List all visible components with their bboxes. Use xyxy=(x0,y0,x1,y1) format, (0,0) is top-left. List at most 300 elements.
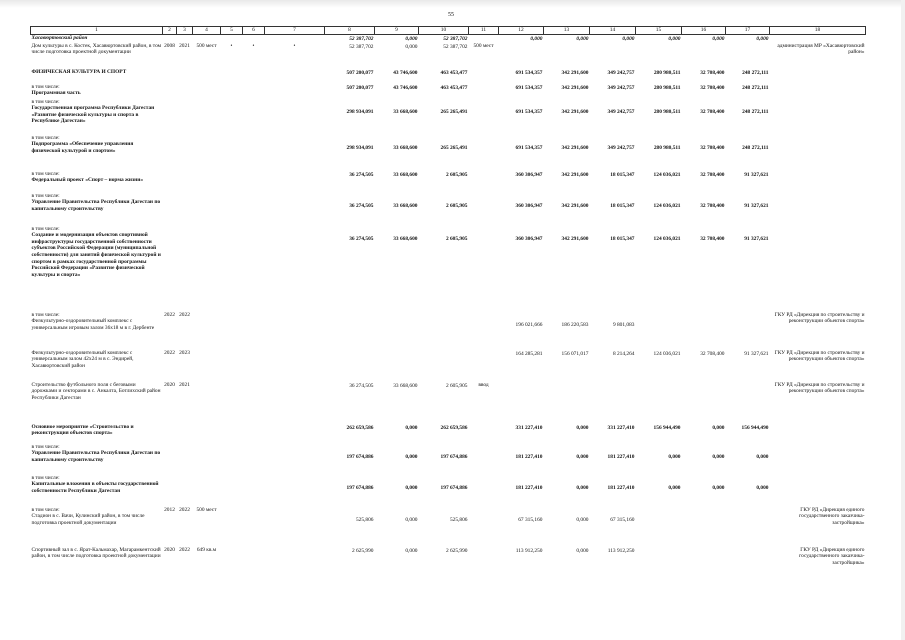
table-cell xyxy=(265,444,325,475)
table-cell: 33 668,600 xyxy=(393,235,418,242)
table-cell xyxy=(221,507,243,547)
column-number-18: 18 xyxy=(770,27,866,35)
table-cell xyxy=(636,547,682,581)
table-cell: 2 605,905 xyxy=(445,171,468,178)
responsible-cell xyxy=(770,35,866,43)
responsible-cell: ГКУ РД «Дирекция по строительству и реконструкции объектов спорта» xyxy=(774,349,865,363)
table-cell xyxy=(177,69,193,84)
table-cell: 0,000 xyxy=(712,453,725,460)
table-cell: 33 668,600 xyxy=(393,171,418,178)
table-cell: 649 кв.м xyxy=(196,546,217,553)
table-cell: 43 746,600 xyxy=(393,69,418,76)
table-cell: 525,806 xyxy=(449,516,468,523)
table-cell xyxy=(469,350,499,382)
table-cell: 52 387,702 xyxy=(443,43,468,50)
table-cell xyxy=(375,312,419,350)
table-cell xyxy=(193,444,221,475)
table-cell: 2023 xyxy=(179,349,190,356)
table-cell: 0,000 xyxy=(668,484,681,491)
table-cell xyxy=(499,382,544,424)
table-row xyxy=(31,547,866,581)
table-cell xyxy=(265,84,325,99)
table-cell: 33 668,600 xyxy=(393,144,418,151)
table-cell xyxy=(193,35,221,43)
table-cell: 18 015,347 xyxy=(610,202,635,209)
table-cell xyxy=(221,35,243,43)
table-cell xyxy=(163,424,177,444)
table-cell xyxy=(325,350,375,382)
table-cell: 52 387,702 xyxy=(349,43,374,50)
table-cell: 0,000 xyxy=(576,484,589,491)
table-cell: 2021 xyxy=(179,381,190,388)
table-cell: 2020 xyxy=(164,546,175,553)
table-cell xyxy=(682,43,726,69)
table-cell: 33 668,600 xyxy=(393,202,418,209)
scan-shadow-right xyxy=(901,0,905,640)
table-cell: 181 227,410 xyxy=(607,484,635,491)
table-cell xyxy=(177,99,193,135)
table-cell xyxy=(163,193,177,226)
table-cell xyxy=(221,312,243,350)
table-cell xyxy=(265,135,325,171)
column-number-4: 4 xyxy=(193,27,221,35)
responsible-cell xyxy=(770,444,866,475)
column-number-1: 1 xyxy=(31,27,163,35)
table-body xyxy=(31,27,866,581)
table-cell xyxy=(265,35,325,43)
table-cell: 164 285,281 xyxy=(515,350,543,357)
table-cell: 8 214,264 xyxy=(612,350,635,357)
table-cell xyxy=(636,43,682,69)
table-cell xyxy=(265,382,325,424)
table-cell: 91 327,621 xyxy=(744,350,769,357)
table-cell: 32 708,400 xyxy=(700,202,725,209)
table-cell: 342 291,600 xyxy=(561,235,589,242)
row-label-cell: Основное мероприятие «Строительство и реконструкция объектов спорта» xyxy=(31,423,134,437)
table-cell: 507 200,077 xyxy=(346,69,374,76)
table-cell: 197 674,886 xyxy=(440,484,468,491)
table-cell: 280 980,511 xyxy=(653,69,681,76)
table-cell: 265 265,491 xyxy=(440,144,468,151)
table-cell: 124 036,021 xyxy=(653,171,681,178)
table-cell xyxy=(265,226,325,312)
table-cell: 36 274,505 xyxy=(349,235,374,242)
table-cell xyxy=(243,350,265,382)
table-cell xyxy=(193,99,221,135)
table-cell: 0,000 xyxy=(712,484,725,491)
table-cell xyxy=(193,424,221,444)
table-cell xyxy=(469,444,499,475)
table-cell: 2 605,905 xyxy=(445,202,468,209)
responsible-cell: ГКУ РД «Дирекция по строительству и реконструкции объектов спорта» xyxy=(774,381,865,395)
table-cell: 0,000 xyxy=(712,424,725,431)
table-cell xyxy=(265,312,325,350)
table-cell xyxy=(221,226,243,312)
responsible-cell: ГКУ РД «Дирекция единого государственного заказчика-застройщика» xyxy=(799,506,865,526)
table-cell: 2008 xyxy=(164,42,175,49)
table-cell xyxy=(469,69,499,84)
table-row xyxy=(31,382,866,424)
table-cell xyxy=(193,350,221,382)
table-cell: 197 674,886 xyxy=(346,453,374,460)
table-cell xyxy=(193,171,221,193)
table-cell xyxy=(469,171,499,193)
table-cell: 248 272,111 xyxy=(742,144,769,151)
table-cell xyxy=(193,69,221,84)
table-cell: 360 306,947 xyxy=(515,171,543,178)
table-cell: 298 934,091 xyxy=(346,108,374,115)
table-cell xyxy=(243,226,265,312)
table-cell xyxy=(469,226,499,312)
table-cell xyxy=(325,312,375,350)
table-cell: 196 021,666 xyxy=(515,321,543,328)
table-cell: 0,000 xyxy=(576,453,589,460)
row-label-cell: в том числе: Физкультурно-оздоровительный комплекс с универсальным игровым залом 36х18 м в г. Дербенте xyxy=(31,311,155,331)
table-cell xyxy=(682,382,726,424)
table-cell xyxy=(726,382,770,424)
responsible-cell xyxy=(770,99,866,135)
responsible-cell xyxy=(770,135,866,171)
responsible-cell xyxy=(770,226,866,312)
table-cell: 197 674,886 xyxy=(346,484,374,491)
table-cell xyxy=(193,312,221,350)
responsible-cell xyxy=(770,171,866,193)
table-cell xyxy=(265,475,325,507)
table-cell: 0,000 xyxy=(668,36,681,42)
table-cell: ввод xyxy=(478,381,489,388)
column-number-12: 12 xyxy=(499,27,544,35)
table-cell: 691 534,357 xyxy=(515,108,543,115)
table-cell xyxy=(243,444,265,475)
table-cell xyxy=(243,507,265,547)
table-cell xyxy=(193,382,221,424)
table-cell xyxy=(590,43,636,69)
table-cell: 248 272,111 xyxy=(742,69,769,76)
table-cell xyxy=(221,69,243,84)
table-cell xyxy=(469,84,499,99)
table-cell xyxy=(193,475,221,507)
table-cell xyxy=(163,35,177,43)
table-cell: 331 227,410 xyxy=(607,424,635,431)
table-cell xyxy=(682,507,726,547)
table-cell: 113 912,250 xyxy=(607,547,635,554)
table-cell xyxy=(726,43,770,69)
table-cell: 52 387,702 xyxy=(349,36,374,42)
table-cell xyxy=(265,507,325,547)
table-cell: 67 315,160 xyxy=(610,516,635,523)
table-cell xyxy=(193,226,221,312)
table-cell xyxy=(469,424,499,444)
table-cell: • xyxy=(230,42,233,49)
table-cell: 43 746,600 xyxy=(393,84,418,91)
table-cell xyxy=(163,444,177,475)
table-cell: 0,000 xyxy=(622,36,635,42)
table-cell: 91 327,621 xyxy=(744,235,769,242)
table-row xyxy=(31,69,866,84)
table-cell: 500 мест xyxy=(196,42,217,49)
table-cell: 32 708,400 xyxy=(700,350,725,357)
row-label-cell: в том числе: Управление Правительства Республики Дагестан по капитальному строительству xyxy=(31,443,161,463)
table-cell xyxy=(177,475,193,507)
table-cell: 181 227,410 xyxy=(607,453,635,460)
table-cell: 156 944,490 xyxy=(653,424,681,431)
table-cell: 2 625,990 xyxy=(351,547,374,554)
table-cell xyxy=(221,135,243,171)
table-cell: 197 674,886 xyxy=(440,453,468,460)
table-cell xyxy=(177,226,193,312)
table-cell xyxy=(221,424,243,444)
table-cell xyxy=(177,35,193,43)
row-label-cell: в том числе: Создание и модернизация объектов спортивной инфраструктуры государственной собственности субъектов Российской Федерации (муниципальной собственности) для занятий физической культурой и спортом в рамках государственной программы Российской Федерации «Развитие физической культуры и спорта» xyxy=(31,225,161,278)
row-label-cell: в том числе: Федеральный проект «Спорт – норма жизни» xyxy=(31,170,144,184)
table-cell xyxy=(163,69,177,84)
table-cell: 342 291,600 xyxy=(561,108,589,115)
table-cell: 691 534,357 xyxy=(515,144,543,151)
table-cell: 0,000 xyxy=(756,453,769,460)
table-cell xyxy=(177,444,193,475)
table-cell: • xyxy=(252,42,255,49)
table-cell: 36 274,505 xyxy=(349,382,374,389)
table-cell xyxy=(469,507,499,547)
table-cell: 2022 xyxy=(179,506,190,513)
table-cell xyxy=(163,99,177,135)
table-cell: 2022 xyxy=(164,311,175,318)
table-cell: 32 708,400 xyxy=(700,235,725,242)
table-cell xyxy=(265,99,325,135)
responsible-cell xyxy=(770,69,866,84)
table-cell: 32 708,400 xyxy=(700,144,725,151)
row-label-cell: в том числе: Стадион в с. Вачи, Кулинский район, в том числе подготовка проектной документации xyxy=(31,506,145,526)
table-row xyxy=(31,99,866,135)
table-cell: 0,000 xyxy=(405,516,418,523)
row-label-cell: в том числе: Государственная программа Республики Дагестан «Развитие физической культуры и спорта в Республике Дагестан» xyxy=(31,98,155,125)
table-cell: 2020 xyxy=(164,381,175,388)
responsible-cell xyxy=(770,193,866,226)
table-cell: 0,000 xyxy=(405,484,418,491)
table-cell: 298 934,091 xyxy=(346,144,374,151)
table-cell xyxy=(726,507,770,547)
table-cell xyxy=(590,382,636,424)
table-cell: 181 227,410 xyxy=(515,453,543,460)
table-cell xyxy=(243,69,265,84)
table-cell: 349 242,757 xyxy=(607,108,635,115)
table-cell xyxy=(265,424,325,444)
table-cell: 0,000 xyxy=(405,43,418,50)
table-cell: 156 944,490 xyxy=(741,424,769,431)
table-cell: 52 387,702 xyxy=(443,36,468,42)
table-cell: 2022 xyxy=(179,546,190,553)
table-cell xyxy=(469,99,499,135)
table-row xyxy=(31,350,866,382)
table-cell xyxy=(265,547,325,581)
table-cell: 280 980,511 xyxy=(653,144,681,151)
table-cell xyxy=(193,84,221,99)
table-cell xyxy=(375,350,419,382)
table-cell xyxy=(469,475,499,507)
table-cell: 349 242,757 xyxy=(607,84,635,91)
table-cell: 342 291,600 xyxy=(561,171,589,178)
table-cell xyxy=(544,382,590,424)
table-row xyxy=(31,226,866,312)
column-number-3: 3 xyxy=(177,27,193,35)
table-cell: 156 071,017 xyxy=(561,350,589,357)
responsible-cell: ГКУ РД «Дирекция по строительству и реконструкции объектов спорта» xyxy=(774,311,865,325)
table-cell xyxy=(682,547,726,581)
table-cell xyxy=(221,475,243,507)
table-cell: 0,000 xyxy=(576,516,589,523)
table-cell: 262 659,586 xyxy=(440,424,468,431)
table-cell xyxy=(243,382,265,424)
row-label-cell: в том числе: Капитальные вложения в объекты государственной собственности Республики Дагестан xyxy=(31,474,159,494)
row-label-cell: ФИЗИЧЕСКАЯ КУЛЬТУРА И СПОРТ xyxy=(31,68,127,75)
table-cell: 124 036,021 xyxy=(653,235,681,242)
table-cell: 342 291,600 xyxy=(561,144,589,151)
table-cell: 113 912,250 xyxy=(515,547,543,554)
table-cell xyxy=(243,312,265,350)
table-cell: 181 227,410 xyxy=(515,484,543,491)
table-cell xyxy=(636,507,682,547)
table-row xyxy=(31,171,866,193)
table-cell xyxy=(177,135,193,171)
table-row xyxy=(31,475,866,507)
row-label-cell: Физкультурно-оздоровительный комплекс с универсальным залом 42х24 м в с. Эндирей, Хасавюртовский район xyxy=(31,349,134,369)
table-cell: 124 036,021 xyxy=(653,202,681,209)
table-cell xyxy=(221,193,243,226)
table-cell xyxy=(221,444,243,475)
table-cell: 36 274,505 xyxy=(349,202,374,209)
table-cell xyxy=(243,99,265,135)
table-cell: 0,000 xyxy=(576,547,589,554)
table-cell: 32 708,400 xyxy=(700,171,725,178)
column-number-9: 9 xyxy=(375,27,419,35)
table-cell xyxy=(243,84,265,99)
table-cell: 342 291,600 xyxy=(561,202,589,209)
table-cell xyxy=(469,312,499,350)
column-number-5: 5 xyxy=(221,27,243,35)
table-cell: 360 306,947 xyxy=(515,202,543,209)
table-cell: 0,000 xyxy=(405,547,418,554)
table-cell: 0,000 xyxy=(530,36,543,42)
table-cell xyxy=(265,193,325,226)
table-cell xyxy=(163,171,177,193)
table-cell xyxy=(163,84,177,99)
table-cell xyxy=(163,135,177,171)
column-number-2: 2 xyxy=(163,27,177,35)
column-number-15: 15 xyxy=(636,27,682,35)
table-cell: 91 327,621 xyxy=(744,202,769,209)
table-cell xyxy=(221,350,243,382)
table-cell xyxy=(243,135,265,171)
table-cell xyxy=(243,424,265,444)
table-cell: 280 980,511 xyxy=(653,108,681,115)
table-cell: 342 291,600 xyxy=(561,69,589,76)
table-cell xyxy=(221,99,243,135)
table-cell: 691 534,357 xyxy=(515,84,543,91)
table-cell xyxy=(243,547,265,581)
table-cell xyxy=(469,35,499,43)
responsible-cell: ГКУ РД «Дирекция единого государственного заказчика-застройщика» xyxy=(799,546,865,566)
table-cell xyxy=(177,84,193,99)
responsible-cell xyxy=(770,424,866,444)
row-label-cell: Спортивный зал в с. Ярат-Кальмахар, Магарамкентский район, в том числе подготовка проектной документации xyxy=(31,546,161,560)
table-cell: 342 291,600 xyxy=(561,84,589,91)
responsible-cell xyxy=(770,475,866,507)
table-row xyxy=(31,193,866,226)
table-row xyxy=(31,507,866,547)
column-number-16: 16 xyxy=(682,27,726,35)
table-cell: 124 036,021 xyxy=(653,350,681,357)
table-cell: 9 801,083 xyxy=(612,321,635,328)
table-cell: • xyxy=(293,42,296,49)
table-cell: 2 625,990 xyxy=(445,547,468,554)
table-cell xyxy=(243,193,265,226)
column-number-header xyxy=(31,27,866,35)
table-cell: 186 220,583 xyxy=(561,321,589,328)
column-number-17: 17 xyxy=(726,27,770,35)
table-cell: 0,000 xyxy=(576,424,589,431)
column-number-11: 11 xyxy=(469,27,499,35)
table-cell: 33 668,600 xyxy=(393,108,418,115)
table-cell xyxy=(243,35,265,43)
table-cell: 500 мест xyxy=(473,42,494,49)
row-label-cell: Хасавюртовский район xyxy=(31,35,88,41)
table-cell xyxy=(163,226,177,312)
table-cell xyxy=(177,193,193,226)
table-row xyxy=(31,35,866,43)
table-cell: 463 453,477 xyxy=(440,69,468,76)
table-cell: 32 708,400 xyxy=(700,84,725,91)
table-cell xyxy=(177,424,193,444)
column-number-13: 13 xyxy=(544,27,590,35)
table-cell: 2022 xyxy=(164,349,175,356)
table-cell: 691 534,357 xyxy=(515,69,543,76)
table-cell: 67 315,160 xyxy=(518,516,543,523)
table-cell: 0,000 xyxy=(405,453,418,460)
table-cell xyxy=(177,171,193,193)
table-row xyxy=(31,444,866,475)
table-cell: 360 306,947 xyxy=(515,235,543,242)
table-cell: 0,000 xyxy=(756,484,769,491)
table-cell xyxy=(243,475,265,507)
table-cell: 2 605,905 xyxy=(445,235,468,242)
table-cell xyxy=(221,547,243,581)
table-cell xyxy=(265,69,325,84)
table-cell: 33 668,600 xyxy=(393,382,418,389)
table-cell xyxy=(499,43,544,69)
table-cell xyxy=(163,475,177,507)
table-cell: 280 980,511 xyxy=(653,84,681,91)
row-label-cell: в том числе: Управление Правительства Республики Дагестан по капитальному строительству xyxy=(31,192,161,212)
table-cell: 36 274,505 xyxy=(349,171,374,178)
table-cell xyxy=(243,171,265,193)
table-cell xyxy=(221,84,243,99)
table-cell xyxy=(221,171,243,193)
table-cell: 0,000 xyxy=(405,36,418,42)
table-cell xyxy=(682,312,726,350)
table-cell xyxy=(636,312,682,350)
table-cell: 32 708,400 xyxy=(700,108,725,115)
table-cell xyxy=(265,350,325,382)
table-cell: 507 200,077 xyxy=(346,84,374,91)
table-cell xyxy=(469,135,499,171)
column-number-6: 6 xyxy=(243,27,265,35)
column-number-8: 8 xyxy=(325,27,375,35)
table-cell xyxy=(419,350,469,382)
table-cell xyxy=(636,382,682,424)
table-cell: 349 242,757 xyxy=(607,144,635,151)
responsible-cell xyxy=(770,84,866,99)
table-cell xyxy=(544,43,590,69)
